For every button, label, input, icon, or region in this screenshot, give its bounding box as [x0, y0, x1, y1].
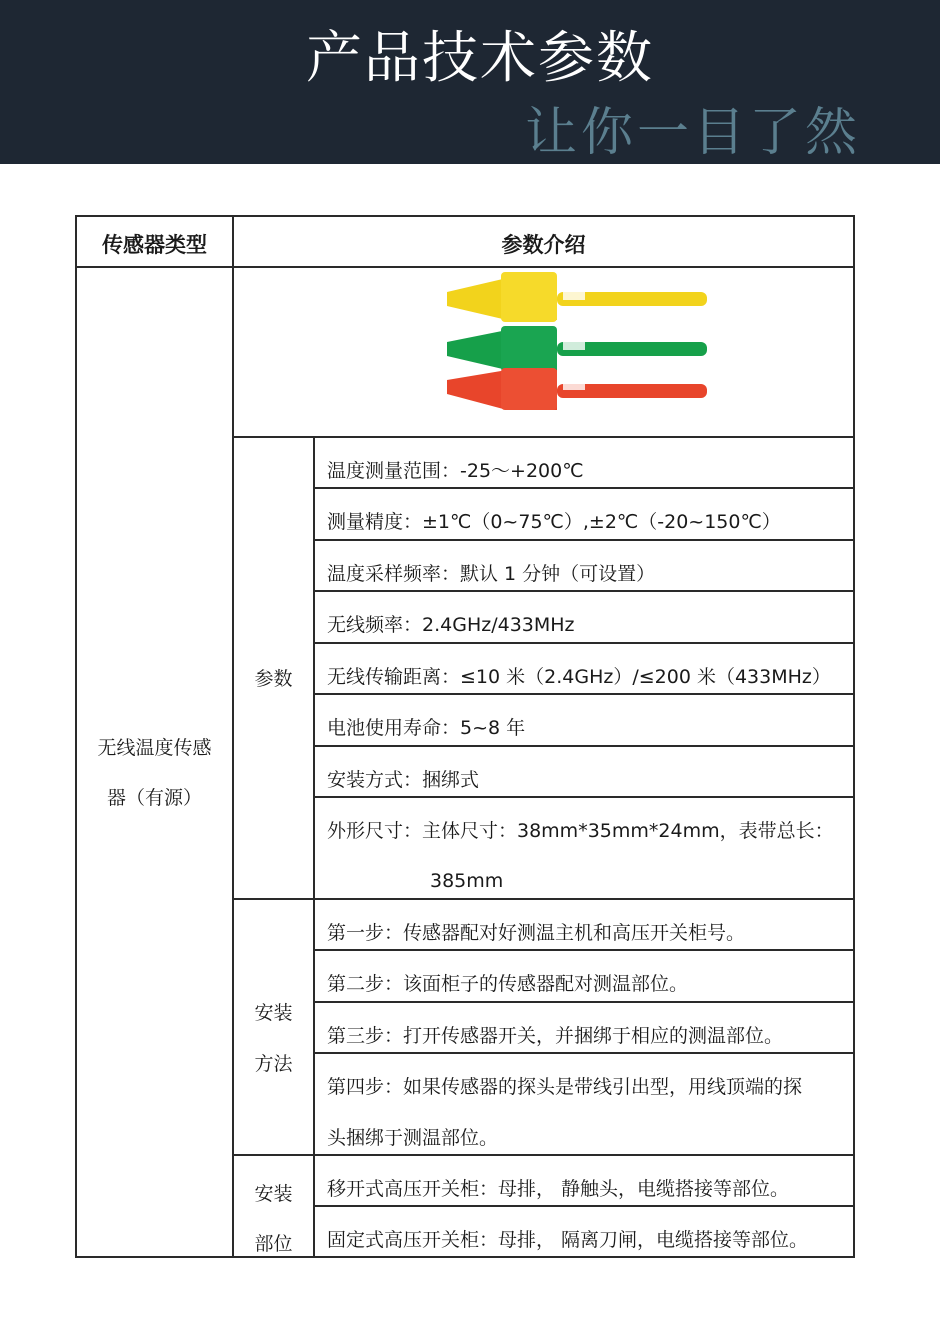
row-divider: [314, 1205, 855, 1207]
header-divider: [75, 266, 855, 268]
group-divider: [233, 1154, 855, 1156]
header-sensor-type: 传感器类型: [102, 233, 207, 257]
location-fixed: 固定式高压开关柜：母排， 隔离刀闸，电缆搭接等部位。: [327, 1229, 809, 1251]
page-title: 产品技术参数: [306, 26, 654, 91]
green-sensor: [447, 326, 707, 372]
header-banner: [0, 0, 940, 164]
sensor-type-line-1: 无线温度传感: [97, 737, 212, 759]
group-label-method-line-1: 安装: [254, 1002, 293, 1024]
header-params: 参数介绍: [501, 233, 586, 257]
yellow-sensor: [447, 272, 707, 322]
group-label-location-line-2: 部位: [254, 1233, 293, 1255]
red-sensor: [447, 368, 707, 410]
sensor-product-image: [437, 270, 707, 410]
table-border-top: [75, 215, 855, 217]
param-accuracy: 测量精度：±1℃（0~75℃）,±2℃（-20~150℃）: [327, 511, 781, 533]
param-dimensions-cont: 385mm: [430, 870, 504, 892]
row-divider: [314, 796, 855, 798]
method-step-3: 第三步：打开传感器开关，并捆绑于相应的测温部位。: [327, 1025, 784, 1047]
param-install-method: 安装方式：捆绑式: [327, 769, 480, 791]
param-battery-life: 电池使用寿命：5~8 年: [327, 717, 526, 739]
group-divider: [233, 898, 855, 900]
row-divider: [314, 693, 855, 695]
row-divider: [314, 539, 855, 541]
method-step-4: 第四步：如果传感器的探头是带线引出型，用线顶端的探: [327, 1076, 803, 1098]
spec-table: [75, 215, 855, 1258]
param-sampling-rate: 温度采样频率：默认 1 分钟（可设置）: [327, 563, 656, 585]
row-divider: [314, 487, 855, 489]
sensor-type-line-2: 器（有源）: [106, 787, 202, 809]
table-border-bottom: [75, 1256, 855, 1258]
group-label-method-line-2: 方法: [254, 1053, 293, 1075]
row-divider: [314, 1001, 855, 1003]
image-row-divider: [233, 436, 855, 438]
param-dimensions: 外形尺寸：主体尺寸：38mm*35mm*24mm，表带总长：: [327, 820, 834, 842]
param-wireless-frequency: 无线频率：2.4GHz/433MHz: [327, 614, 575, 636]
row-divider: [314, 1052, 855, 1054]
group-label-location-line-1: 安装: [254, 1183, 293, 1205]
row-divider: [314, 745, 855, 747]
method-step-1: 第一步：传感器配对好测温主机和高压开关柜号。: [327, 922, 746, 944]
page-subtitle: 让你一目了然: [525, 103, 862, 163]
param-transmission-distance: 无线传输距离：≤10 米（2.4GHz）/≤200 米（433MHz）: [327, 666, 831, 688]
method-step-2: 第二步：该面柜子的传感器配对测温部位。: [327, 973, 689, 995]
col-divider-2: [313, 436, 315, 1258]
location-withdrawable: 移开式高压开关柜：母排， 静触头，电缆搭接等部位。: [327, 1178, 790, 1200]
col-divider-1: [232, 215, 234, 1258]
table-border-right: [853, 215, 855, 1258]
param-temp-range: 温度测量范围：-25～+200℃: [327, 460, 584, 482]
row-divider: [314, 949, 855, 951]
group-label-params: 参数: [254, 668, 293, 690]
row-divider: [314, 590, 855, 592]
row-divider: [314, 642, 855, 644]
method-step-4-cont: 头捆绑于测温部位。: [327, 1127, 499, 1149]
